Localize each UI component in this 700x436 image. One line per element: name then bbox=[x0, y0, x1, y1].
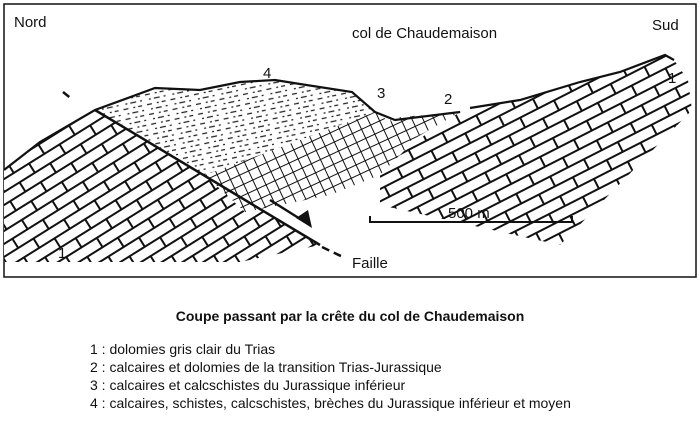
legend-item: 2 : calcaires et dolomies de la transition Trias-Jurassique bbox=[90, 359, 442, 375]
unit-2-label: 2 bbox=[444, 91, 453, 108]
unit-1-right-label: 1 bbox=[668, 70, 677, 87]
south-label: Sud bbox=[652, 17, 679, 34]
legend-item: 1 : dolomies gris clair du Trias bbox=[90, 341, 276, 357]
unit-3-label: 3 bbox=[377, 85, 386, 102]
unit-1-left-label: 1 bbox=[58, 245, 67, 262]
unit-1-right-block bbox=[380, 55, 692, 245]
legend-item: 4 : calcaires, schistes, calcschistes, brèches du Jurassique inférieur et moyen bbox=[90, 395, 571, 411]
fault-label: Faille bbox=[352, 255, 388, 272]
north-label: Nord bbox=[14, 14, 47, 31]
legend-item: 3 : calcaires et calcschistes du Jurassique inférieur bbox=[90, 377, 406, 393]
pass-label: col de Chaudemaison bbox=[352, 25, 498, 42]
faille-arrowhead-icon bbox=[296, 210, 312, 228]
figure-caption: Coupe passant par la crête du col de Chaudemaison bbox=[175, 308, 525, 324]
legend bbox=[90, 340, 571, 412]
unit-4-label: 4 bbox=[263, 65, 272, 82]
scale-label: 500 m bbox=[448, 205, 490, 222]
